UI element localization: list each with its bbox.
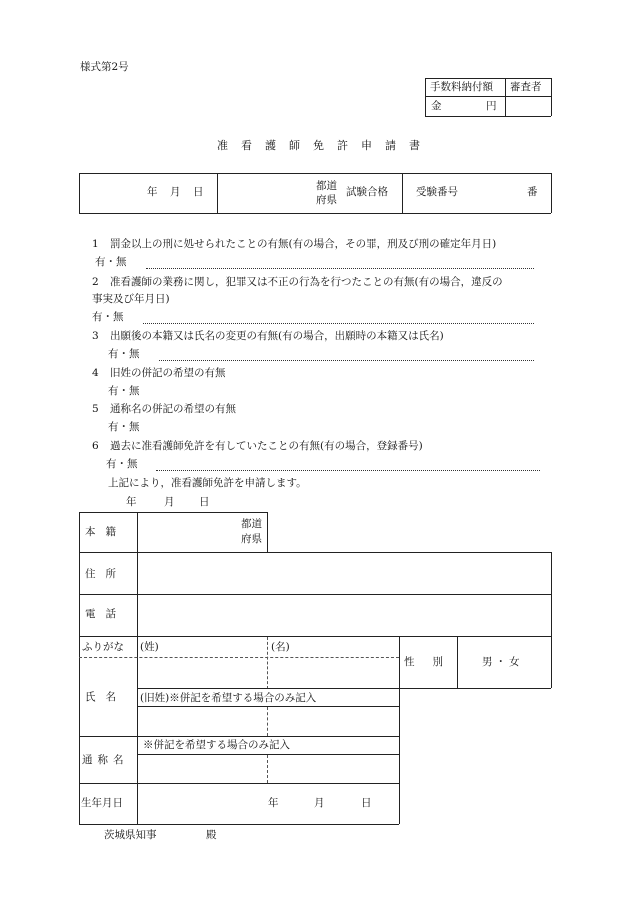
surname-field[interactable] [139,658,266,686]
honseki-field[interactable] [139,513,237,551]
birth-day: 日 [361,797,372,809]
answer-line[interactable] [143,323,534,324]
address-label: 住所 [85,568,126,580]
question-number: 6 [92,440,99,452]
question-answer: 有・無 [108,348,140,360]
exam-passed: 試験合格 [346,186,388,198]
question-text: 旧姓の併記の希望の有無 [110,367,226,379]
question-text: 通称名の併記の希望の有無 [110,403,236,415]
addressee: 茨城県知事 [104,829,157,841]
furigana-label: ふりがな [82,641,124,653]
exam-month: 月 [170,186,181,198]
declaration: 上記により，准看護師免許を申請します。 [108,477,307,489]
answer-line[interactable] [156,470,540,471]
surname-label: (姓) [140,641,159,653]
alias-note: ※併記を希望する場合のみ記入 [143,739,290,751]
answer-line[interactable] [159,360,534,361]
question-text: 罰金以上の刑に処せられたことの有無(有の場合，その罪，刑及び刑の確定年月日) [110,238,497,250]
exam-day: 日 [193,186,204,198]
question-text: 出願後の本籍又は氏名の変更の有無(有の場合，出願時の本籍又は氏名) [110,330,444,342]
maiden-given-field[interactable] [269,707,397,735]
birthdate-field[interactable] [139,784,397,822]
page-title: 准看護師免許申請書 [217,139,433,152]
question-answer: 有・無 [106,458,138,470]
examiner-label: 審査者 [510,81,542,93]
form-number: 様式第2号 [80,61,129,73]
question-answer: 有・無 [92,311,124,323]
honorific: 殿 [206,829,217,841]
question-number: 3 [92,330,99,342]
given-name-label: (名) [271,641,290,653]
exam-number-label: 受験番号 [416,186,458,198]
question-text-cont: 事実及び年月日) [92,293,170,305]
gender-label: 性別 [404,656,461,668]
birth-month: 月 [314,797,325,809]
question-answer: 有・無 [108,421,140,433]
maiden-surname-field[interactable] [139,707,266,735]
date-day: 日 [199,496,210,508]
exam-date-field[interactable] [80,174,216,212]
alias-surname-field[interactable] [139,755,266,782]
honseki-label: 本籍 [85,526,126,538]
gender-options[interactable]: 男・女 [482,656,523,668]
date-year: 年 [126,496,137,508]
name-label: 氏名 [85,691,126,703]
exam-number-suffix: 番 [527,186,538,198]
answer-line[interactable] [146,268,534,269]
exam-prefecture-field[interactable] [218,174,314,212]
question-number: 2 [92,276,99,288]
alias-given-field[interactable] [269,755,397,782]
question-text: 過去に准看護師免許を有していたことの有無(有の場合，登録番号) [110,440,423,452]
exam-prefecture-top: 都道 [316,180,337,192]
question-answer: 有・無 [95,256,127,268]
exam-prefecture-bottom: 府県 [316,194,337,206]
fee-amount-field[interactable] [443,97,483,115]
birth-year: 年 [268,797,279,809]
given-name-field[interactable] [269,658,397,686]
examiner-stamp-field[interactable] [506,97,550,115]
exam-number-field[interactable] [460,174,524,212]
question-number: 1 [92,238,99,250]
phone-field[interactable] [139,595,549,635]
maiden-note: (旧姓)※併記を希望する場合のみ記入 [140,692,317,704]
amount-prefix: 金 [431,100,442,112]
amount-suffix: 円 [486,100,497,112]
question-number: 4 [92,367,99,379]
question-answer: 有・無 [108,385,140,397]
honseki-prefecture-bottom: 府県 [241,533,262,545]
birthdate-label: 生年月日 [81,797,123,809]
honseki-prefecture-top: 都道 [241,518,262,530]
application-date-field[interactable] [90,494,220,510]
question-text: 准看護師の業務に関し，犯罪又は不正の行為を行つたことの有無(有の場合，違反の [110,276,503,288]
phone-label: 電話 [85,608,126,620]
alias-label: 通称名 [82,754,129,766]
address-field[interactable] [139,553,549,593]
date-month: 月 [164,496,175,508]
exam-year: 年 [147,186,158,198]
question-number: 5 [92,403,99,415]
fee-label: 手数料納付額 [430,81,493,93]
